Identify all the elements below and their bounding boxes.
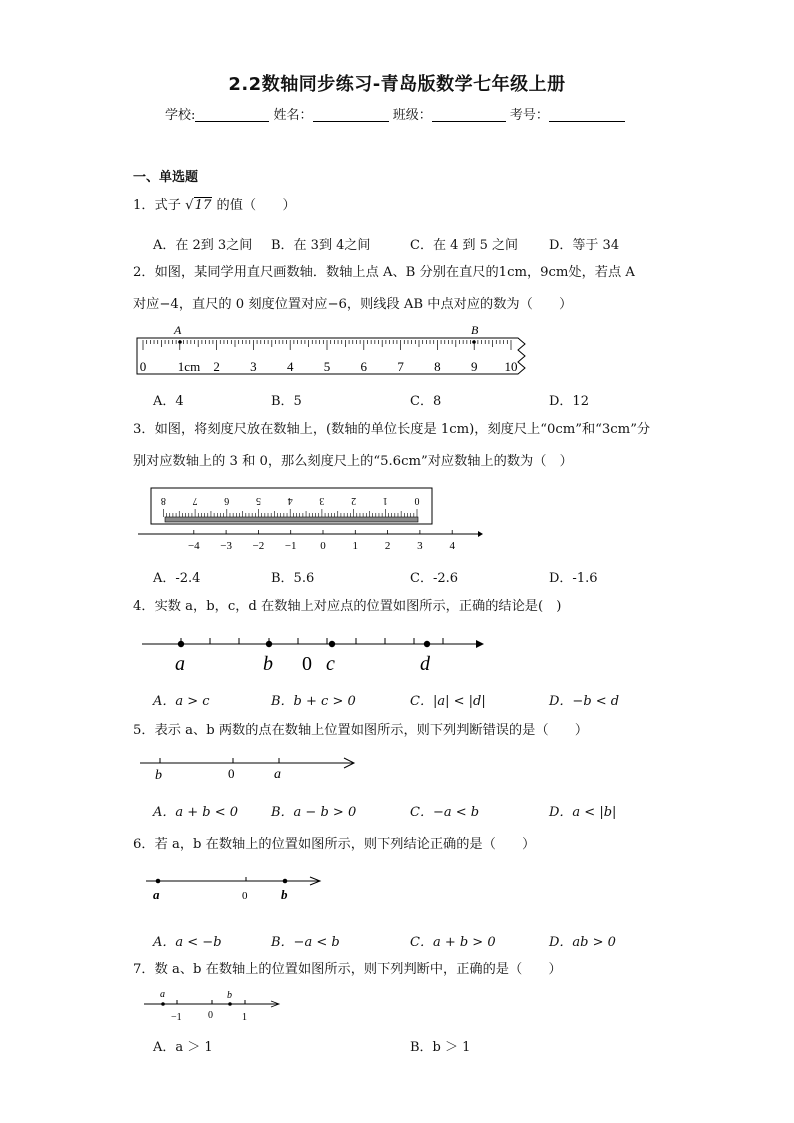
q4-label-zero: 0 (302, 653, 312, 675)
ruler-label: 10 (504, 359, 518, 374)
ruler-label: 1 (382, 495, 388, 506)
option-a[interactable]: A．4 (153, 394, 184, 409)
question-4-stem: 4．实数 a，b，c，d 在数轴上对应点的位置如图所示，正确的结论是( ) (133, 599, 562, 614)
number-label: 考号： (509, 108, 549, 123)
sqrt-icon: √ (185, 198, 194, 213)
option-a[interactable]: A．-2.4 (153, 571, 201, 586)
option-d[interactable]: D．ab > 0 (549, 935, 616, 950)
option-b[interactable]: B．b ＞ 1 (410, 1040, 471, 1055)
q7-label-zero: 0 (208, 1010, 213, 1021)
ruler-label: 8 (434, 359, 441, 374)
q1-radicand: 17 (194, 198, 212, 213)
question-1-stem (133, 190, 296, 221)
q4-label-a: a (175, 653, 185, 675)
q7-label-a: a (160, 989, 165, 1000)
point-b-label: B (471, 323, 479, 337)
page-title: 2.2数轴同步练习-青岛版数学七年级上册 (228, 74, 566, 95)
ruler-label: 4 (286, 359, 294, 374)
point-b-dot (472, 340, 476, 344)
class-label: 班级： (392, 108, 432, 123)
question-6-stem: 6．若 a，b 在数轴上的位置如图所示，则下列结论正确的是（ ） (133, 837, 536, 852)
ruler-label: 0 (139, 359, 147, 374)
option-d[interactable]: D．12 (549, 394, 589, 409)
q5-label-b: b (155, 768, 162, 783)
option-d[interactable]: D．a < |b| (549, 805, 617, 820)
number-line-figure-q5 (138, 754, 363, 784)
class-blank[interactable] (432, 107, 506, 122)
q5-label-a: a (274, 767, 281, 782)
student-info-row (165, 104, 625, 123)
ruler-label: 2 (213, 359, 220, 374)
question-3-stem-line2: 别对应数轴上的 3 和 0，那么刻度尺上的“5.6cm”对应数轴上的数为（ ） (133, 454, 573, 469)
option-c[interactable]: C．在 4 到 5 之间 (410, 238, 519, 253)
q7-label-neg1: −1 (171, 1012, 182, 1023)
ruler-label: 1cm (177, 359, 201, 374)
q6-label-a: a (153, 887, 160, 902)
question-7-stem: 7．数 a、b 在数轴上的位置如图所示，则下列判断中，正确的是（ ） (133, 962, 562, 977)
option-c[interactable]: C．|a| < |d| (410, 694, 486, 709)
q7-label-one: 1 (242, 1012, 247, 1023)
ruler-label: 5 (256, 495, 261, 506)
option-b[interactable]: B．5 (271, 394, 302, 409)
q1-stem-tail: 的值（ ） (216, 198, 296, 213)
ruler-label: 4 (287, 495, 293, 506)
axis-label: 4 (449, 540, 455, 552)
option-b[interactable]: B．在 3到 4之间 (271, 238, 371, 253)
ruler-on-axis-figure-q3 (133, 484, 483, 556)
option-b[interactable]: B．−a < b (271, 935, 340, 950)
ruler-label: 3 (319, 495, 325, 506)
option-a[interactable]: A．a ＞ 1 (153, 1040, 213, 1055)
ruler-label: 7 (192, 495, 198, 506)
number-line-figure-q4 (140, 630, 490, 678)
option-a[interactable]: A．a < −b (153, 935, 222, 950)
question-3-stem-line1: 3．如图，将刻度尺放在数轴上，(数轴的单位长度是 1cm)，刻度尺上“0cm”和“3cm”分 (133, 422, 651, 437)
q5-label-zero: 0 (228, 766, 235, 781)
axis-label: 0 (320, 540, 326, 552)
option-a[interactable]: A．a > c (153, 694, 210, 709)
q1-stem-text: 1．式子 (133, 198, 181, 213)
question-2-stem-line1: 2．如图，某同学用直尺画数轴．数轴上点 A、B 分别在直尺的1cm，9cm处，若点 A (133, 265, 635, 280)
q4-label-c: c (326, 653, 335, 675)
ruler-label: 9 (470, 359, 478, 374)
axis-label: 1 (352, 540, 359, 552)
option-c[interactable]: C．−a < b (410, 805, 480, 820)
q6-label-zero: 0 (242, 890, 248, 902)
ruler-label: 8 (160, 495, 166, 506)
q7-label-b: b (227, 990, 232, 1001)
name-blank[interactable] (313, 107, 389, 122)
ruler-label: 6 (224, 495, 230, 506)
option-b[interactable]: B．a − b > 0 (271, 805, 357, 820)
ruler-label: 6 (360, 359, 368, 374)
name-label: 姓名： (273, 108, 313, 123)
number-blank[interactable] (549, 107, 625, 122)
option-c[interactable]: C．-2.6 (410, 571, 459, 586)
option-d[interactable]: D．等于 34 (549, 238, 620, 253)
question-2-stem-line2: 对应−4，直尺的 0 刻度位置对应−6，则线段 AB 中点对应的数为（ ） (133, 297, 573, 312)
axis-label: 3 (417, 540, 423, 552)
q4-label-b: b (263, 653, 273, 675)
option-d[interactable]: D．-1.6 (549, 571, 598, 586)
option-c[interactable]: C．8 (410, 394, 442, 409)
option-a[interactable]: A．a + b < 0 (153, 805, 239, 820)
number-line-figure-q6 (144, 873, 329, 905)
ruler-label: 2 (351, 495, 357, 506)
number-line-figure-q7 (140, 986, 290, 1026)
school-label: 学校: (165, 108, 196, 123)
option-d[interactable]: D．−b < d (549, 694, 620, 709)
option-c[interactable]: C．a + b > 0 (410, 935, 496, 950)
axis-label: −4 (187, 540, 200, 552)
point-a-dot (178, 340, 182, 344)
axis-label: −3 (220, 540, 232, 552)
option-b[interactable]: B．b + c > 0 (271, 694, 356, 709)
question-5-stem: 5．表示 a、b 两数的点在数轴上位置如图所示，则下列判断错误的是（ ） (133, 723, 589, 738)
axis-label: −2 (252, 540, 265, 552)
ruler-label: 5 (323, 359, 331, 374)
ruler-label: 0 (414, 495, 420, 506)
school-blank[interactable] (195, 107, 269, 122)
option-a[interactable]: A．在 2到 3之间 (153, 238, 253, 253)
point-a-label: A (174, 323, 182, 337)
ruler-label: 3 (250, 359, 257, 374)
q4-label-d: d (420, 653, 430, 675)
ruler-label: 7 (397, 359, 404, 374)
section-heading: 一、单选题 (133, 170, 199, 185)
axis-label: −1 (284, 540, 297, 552)
q6-label-b: b (281, 887, 288, 902)
option-b[interactable]: B．5.6 (271, 571, 315, 586)
axis-label: 2 (384, 540, 391, 552)
ruler-figure-q2 (130, 322, 530, 382)
